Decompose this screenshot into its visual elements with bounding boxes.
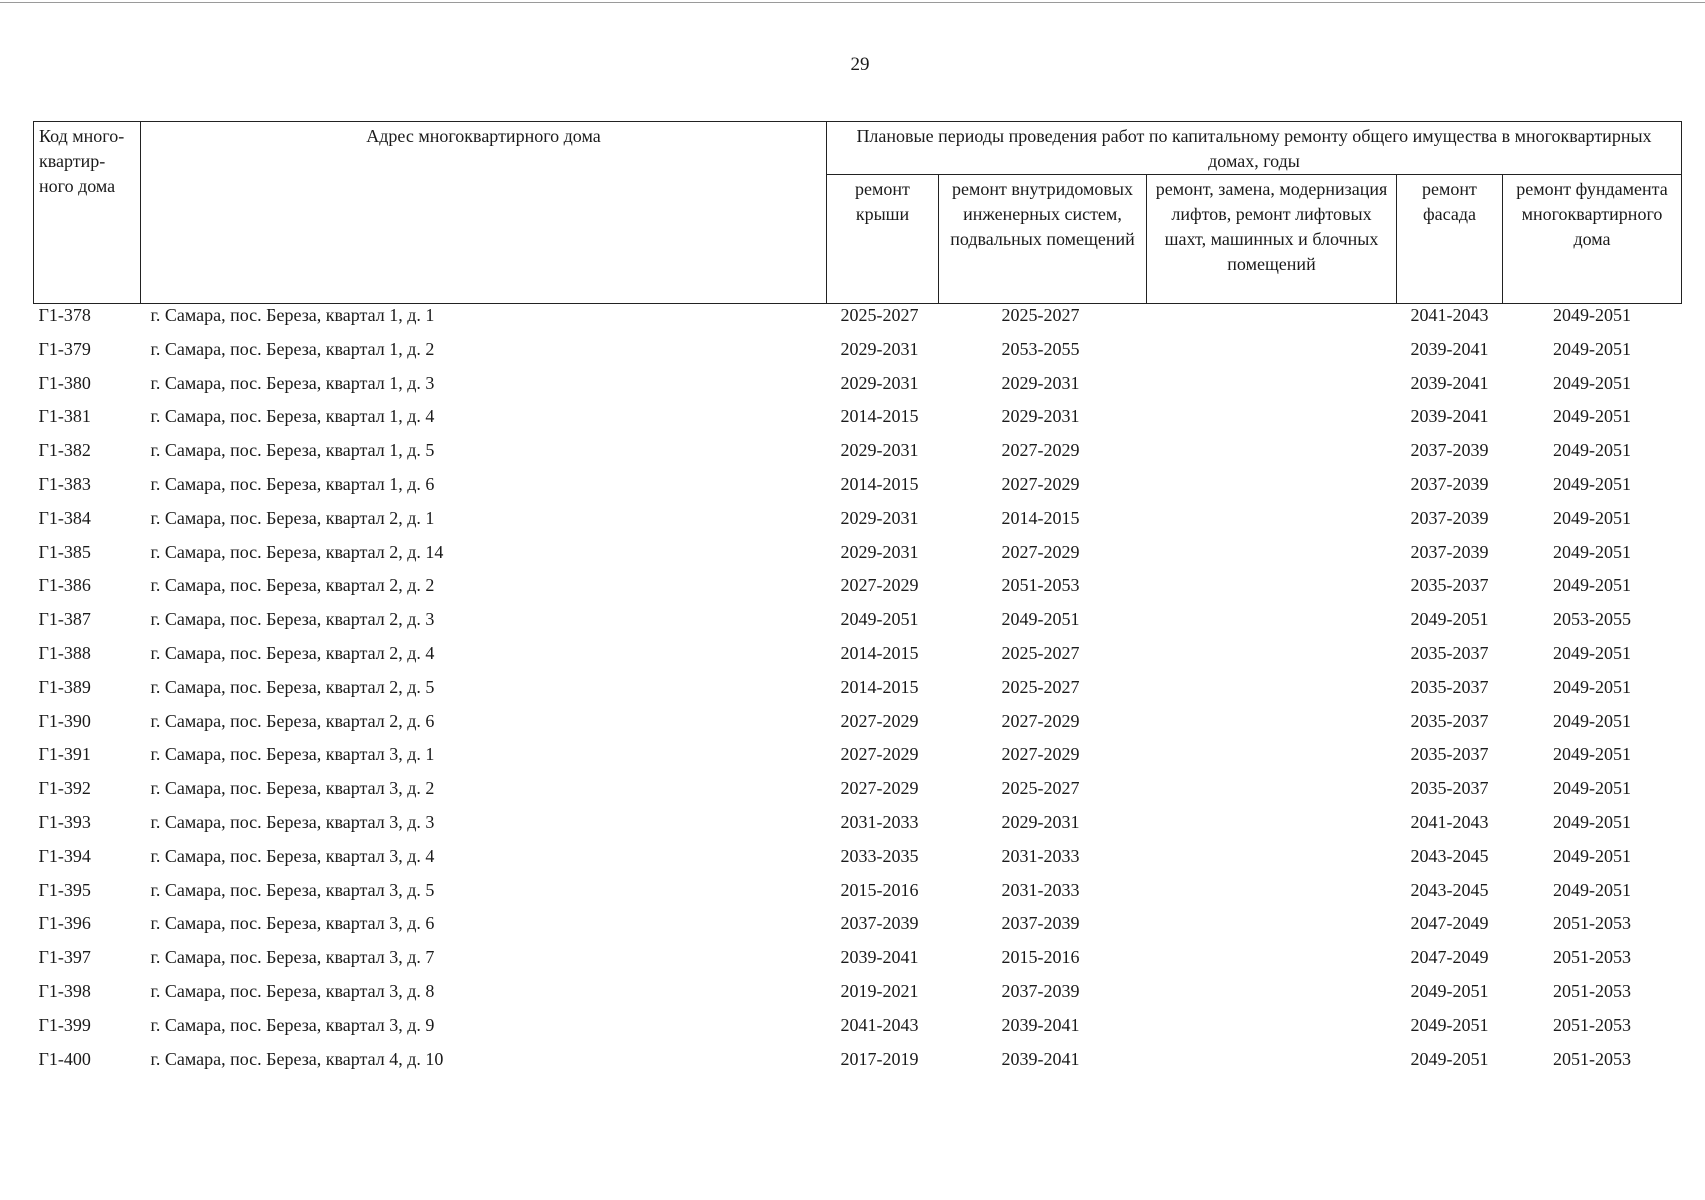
elevator-cell (1147, 439, 1397, 473)
facade-cell: 2041-2043 (1410, 305, 1489, 325)
code-cell: Г1-397 (38, 947, 91, 968)
table-row (34, 946, 1682, 980)
address-cell: г. Самара, пос. Береза, квартал 1, д. 2 (150, 338, 435, 359)
address-cell: г. Самара, пос. Береза, квартал 1, д. 3 (150, 372, 435, 393)
facade-cell: 2035-2037 (1410, 710, 1489, 731)
repair-schedule-table (33, 121, 1682, 1081)
foundation-cell: 2049-2051 (1553, 879, 1631, 900)
engineering-cell: 2029-2031 (1001, 811, 1080, 832)
header-periods: Плановые периоды проведения работ по капитальному ремонту общего имущества в многоквартирных домах, годы (827, 122, 1682, 175)
engineering-cell: 2029-2031 (1001, 372, 1080, 393)
engineering-cell: 2029-2031 (1001, 406, 1080, 427)
elevator-cell (1147, 405, 1397, 439)
roof-cell: 2029-2031 (840, 338, 919, 359)
facade-cell: 2035-2037 (1410, 778, 1489, 799)
roof-cell: 2037-2039 (840, 913, 919, 934)
code-cell: Г1-390 (38, 710, 91, 731)
code-cell: Г1-385 (38, 541, 91, 562)
elevator-cell (1147, 507, 1397, 541)
table-row (34, 473, 1682, 507)
code-cell: Г1-383 (38, 473, 91, 494)
code-cell: Г1-384 (38, 507, 91, 528)
table-row (34, 372, 1682, 406)
table-row (34, 574, 1682, 608)
engineering-cell: 2027-2029 (1001, 744, 1080, 765)
code-cell: Г1-380 (38, 372, 91, 393)
table-row (34, 642, 1682, 676)
address-cell: г. Самара, пос. Береза, квартал 3, д. 5 (150, 879, 435, 900)
facade-cell: 2039-2041 (1410, 406, 1489, 427)
roof-cell: 2031-2033 (840, 811, 919, 832)
foundation-cell: 2049-2051 (1553, 507, 1631, 528)
facade-cell: 2041-2043 (1410, 811, 1489, 832)
engineering-cell: 2039-2041 (1001, 1014, 1080, 1035)
elevator-cell (1147, 304, 1397, 338)
facade-cell: 2037-2039 (1410, 507, 1489, 528)
engineering-cell: 2053-2055 (1001, 338, 1080, 359)
roof-cell: 2027-2029 (840, 744, 919, 765)
facade-cell: 2049-2051 (1410, 609, 1489, 630)
roof-cell: 2025-2027 (840, 305, 919, 325)
table-row (34, 405, 1682, 439)
elevator-cell (1147, 473, 1397, 507)
address-cell: г. Самара, пос. Береза, квартал 3, д. 6 (150, 913, 435, 934)
table-row (34, 879, 1682, 913)
code-cell: Г1-381 (38, 406, 91, 427)
code-cell: Г1-395 (38, 879, 91, 900)
facade-cell: 2035-2037 (1410, 744, 1489, 765)
elevator-cell (1147, 912, 1397, 946)
engineering-cell: 2051-2053 (1001, 575, 1080, 596)
foundation-cell: 2049-2051 (1553, 642, 1631, 663)
facade-cell: 2047-2049 (1410, 913, 1489, 934)
foundation-cell: 2053-2055 (1553, 609, 1631, 630)
foundation-cell: 2049-2051 (1553, 710, 1631, 731)
address-cell: г. Самара, пос. Береза, квартал 3, д. 4 (150, 845, 435, 866)
roof-cell: 2027-2029 (840, 575, 919, 596)
foundation-cell: 2049-2051 (1553, 811, 1631, 832)
roof-cell: 2029-2031 (840, 541, 919, 562)
roof-cell: 2033-2035 (840, 845, 919, 866)
address-cell: г. Самара, пос. Береза, квартал 1, д. 6 (150, 473, 435, 494)
roof-cell: 2015-2016 (840, 879, 919, 900)
table-row (34, 507, 1682, 541)
foundation-cell: 2051-2053 (1553, 1048, 1631, 1069)
code-cell: Г1-388 (38, 642, 91, 663)
elevator-cell (1147, 879, 1397, 913)
roof-cell: 2014-2015 (840, 473, 919, 494)
elevator-cell (1147, 845, 1397, 879)
elevator-cell (1147, 946, 1397, 980)
address-cell: г. Самара, пос. Береза, квартал 1, д. 1 (150, 305, 435, 325)
facade-cell: 2035-2037 (1410, 676, 1489, 697)
roof-cell: 2027-2029 (840, 710, 919, 731)
table-row (34, 743, 1682, 777)
code-cell: Г1-399 (38, 1014, 91, 1035)
foundation-cell: 2049-2051 (1553, 338, 1631, 359)
table-row (34, 676, 1682, 710)
foundation-cell: 2049-2051 (1553, 305, 1631, 325)
foundation-cell: 2049-2051 (1553, 575, 1631, 596)
facade-cell: 2037-2039 (1410, 440, 1489, 461)
roof-cell: 2029-2031 (840, 372, 919, 393)
code-cell: Г1-396 (38, 913, 91, 934)
code-cell: Г1-379 (38, 338, 91, 359)
engineering-cell: 2027-2029 (1001, 710, 1080, 731)
foundation-cell: 2051-2053 (1553, 913, 1631, 934)
address-cell: г. Самара, пос. Береза, квартал 2, д. 1 (150, 507, 435, 528)
foundation-cell: 2051-2053 (1553, 947, 1631, 968)
engineering-cell: 2015-2016 (1001, 947, 1080, 968)
header-facade: ремонт фасада (1397, 175, 1503, 304)
code-cell: Г1-378 (38, 305, 91, 325)
foundation-cell: 2049-2051 (1553, 845, 1631, 866)
address-cell: г. Самара, пос. Береза, квартал 2, д. 5 (150, 676, 435, 697)
code-cell: Г1-400 (38, 1048, 91, 1069)
elevator-cell (1147, 541, 1397, 575)
table-row (34, 1048, 1682, 1082)
foundation-cell: 2049-2051 (1553, 744, 1631, 765)
address-cell: г. Самара, пос. Береза, квартал 2, д. 14 (150, 541, 444, 562)
foundation-cell: 2049-2051 (1553, 440, 1631, 461)
facade-cell: 2039-2041 (1410, 372, 1489, 393)
table-row (34, 338, 1682, 372)
foundation-cell: 2049-2051 (1553, 778, 1631, 799)
roof-cell: 2029-2031 (840, 507, 919, 528)
code-cell: Г1-393 (38, 811, 91, 832)
elevator-cell (1147, 372, 1397, 406)
table-row (34, 811, 1682, 845)
roof-cell: 2027-2029 (840, 778, 919, 799)
elevator-cell (1147, 338, 1397, 372)
facade-cell: 2035-2037 (1410, 575, 1489, 596)
engineering-cell: 2027-2029 (1001, 440, 1080, 461)
table-row (34, 304, 1682, 338)
roof-cell: 2017-2019 (840, 1048, 919, 1069)
code-cell: Г1-398 (38, 980, 91, 1001)
engineering-cell: 2031-2033 (1001, 879, 1080, 900)
facade-cell: 2049-2051 (1410, 980, 1489, 1001)
table-row (34, 1014, 1682, 1048)
elevator-cell (1147, 574, 1397, 608)
roof-cell: 2029-2031 (840, 440, 919, 461)
table-header (34, 122, 1682, 304)
engineering-cell: 2025-2027 (1001, 778, 1080, 799)
address-cell: г. Самара, пос. Береза, квартал 2, д. 4 (150, 642, 435, 663)
roof-cell: 2041-2043 (840, 1014, 919, 1035)
engineering-cell: 2014-2015 (1001, 507, 1080, 528)
elevator-cell (1147, 608, 1397, 642)
engineering-cell: 2027-2029 (1001, 541, 1080, 562)
address-cell: г. Самара, пос. Береза, квартал 3, д. 9 (150, 1014, 435, 1035)
code-cell: Г1-391 (38, 744, 91, 765)
table-row (34, 777, 1682, 811)
facade-cell: 2039-2041 (1410, 338, 1489, 359)
facade-cell: 2049-2051 (1410, 1014, 1489, 1035)
header-roof: ремонт крыши (827, 175, 939, 304)
facade-cell: 2037-2039 (1410, 541, 1489, 562)
address-cell: г. Самара, пос. Береза, квартал 1, д. 5 (150, 440, 435, 461)
top-rule (0, 2, 1705, 3)
table-row (34, 912, 1682, 946)
engineering-cell: 2025-2027 (1001, 642, 1080, 663)
roof-cell: 2039-2041 (840, 947, 919, 968)
facade-cell: 2043-2045 (1410, 845, 1489, 866)
page-number: 29 (850, 54, 870, 75)
engineering-cell: 2037-2039 (1001, 913, 1080, 934)
engineering-cell: 2031-2033 (1001, 845, 1080, 866)
elevator-cell (1147, 710, 1397, 744)
address-cell: г. Самара, пос. Береза, квартал 3, д. 7 (150, 947, 435, 968)
foundation-cell: 2051-2053 (1553, 980, 1631, 1001)
address-cell: г. Самара, пос. Береза, квартал 2, д. 2 (150, 575, 435, 596)
address-cell: г. Самара, пос. Береза, квартал 3, д. 2 (150, 778, 435, 799)
address-cell: г. Самара, пос. Береза, квартал 2, д. 3 (150, 609, 435, 630)
elevator-cell (1147, 980, 1397, 1014)
table-row (34, 439, 1682, 473)
address-cell: г. Самара, пос. Береза, квартал 1, д. 4 (150, 406, 435, 427)
engineering-cell: 2037-2039 (1001, 980, 1080, 1001)
address-cell: г. Самара, пос. Береза, квартал 3, д. 3 (150, 811, 435, 832)
elevator-cell (1147, 1014, 1397, 1048)
elevator-cell (1147, 1048, 1397, 1082)
table-row (34, 541, 1682, 575)
code-cell: Г1-394 (38, 845, 91, 866)
header-foundation: ремонт фундамента многоквартирного дома (1503, 175, 1682, 304)
facade-cell: 2043-2045 (1410, 879, 1489, 900)
address-cell: г. Самара, пос. Береза, квартал 3, д. 8 (150, 980, 435, 1001)
address-cell: г. Самара, пос. Береза, квартал 3, д. 1 (150, 744, 435, 765)
header-code: Код много-квартир-ного дома (34, 122, 141, 304)
address-cell: г. Самара, пос. Береза, квартал 4, д. 10 (150, 1048, 444, 1069)
table-row (34, 608, 1682, 642)
code-cell: Г1-387 (38, 609, 91, 630)
facade-cell: 2047-2049 (1410, 947, 1489, 968)
foundation-cell: 2049-2051 (1553, 372, 1631, 393)
facade-cell: 2035-2037 (1410, 642, 1489, 663)
roof-cell: 2049-2051 (840, 609, 919, 630)
elevator-cell (1147, 743, 1397, 777)
elevator-cell (1147, 811, 1397, 845)
engineering-cell: 2027-2029 (1001, 473, 1080, 494)
engineering-cell: 2049-2051 (1001, 609, 1080, 630)
code-cell: Г1-386 (38, 575, 91, 596)
code-cell: Г1-382 (38, 440, 91, 461)
table-row (34, 980, 1682, 1014)
header-engineering: ремонт внутридомовых инженерных систем, подвальных помещений (939, 175, 1147, 304)
code-cell: Г1-389 (38, 676, 91, 697)
table-row (34, 710, 1682, 744)
engineering-cell: 2025-2027 (1001, 676, 1080, 697)
table-body (34, 304, 1682, 1082)
roof-cell: 2014-2015 (840, 642, 919, 663)
elevator-cell (1147, 777, 1397, 811)
header-address: Адрес многоквартирного дома (141, 122, 827, 304)
facade-cell: 2049-2051 (1410, 1048, 1489, 1069)
table-row (34, 845, 1682, 879)
foundation-cell: 2049-2051 (1553, 541, 1631, 562)
foundation-cell: 2051-2053 (1553, 1014, 1631, 1035)
elevator-cell (1147, 676, 1397, 710)
roof-cell: 2014-2015 (840, 406, 919, 427)
header-elevator: ремонт, замена, модернизация лифтов, ремонт лифтовых шахт, машинных и блочных помещений (1147, 175, 1397, 304)
foundation-cell: 2049-2051 (1553, 676, 1631, 697)
engineering-cell: 2039-2041 (1001, 1048, 1080, 1069)
foundation-cell: 2049-2051 (1553, 473, 1631, 494)
foundation-cell: 2049-2051 (1553, 406, 1631, 427)
roof-cell: 2014-2015 (840, 676, 919, 697)
facade-cell: 2037-2039 (1410, 473, 1489, 494)
address-cell: г. Самара, пос. Береза, квартал 2, д. 6 (150, 710, 435, 731)
code-cell: Г1-392 (38, 778, 91, 799)
engineering-cell: 2025-2027 (1001, 305, 1080, 325)
elevator-cell (1147, 642, 1397, 676)
roof-cell: 2019-2021 (840, 980, 919, 1001)
